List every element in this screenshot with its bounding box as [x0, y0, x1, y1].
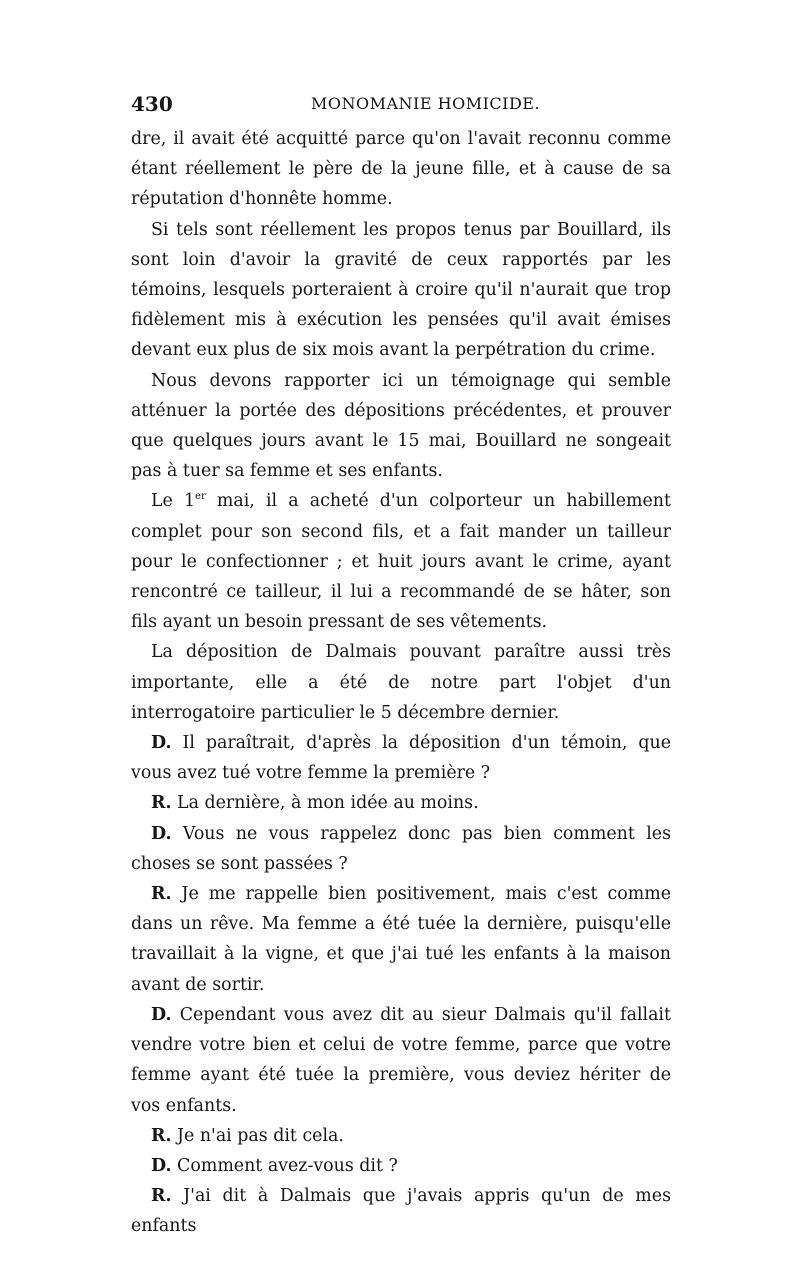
- paragraph-continuation: dre, il avait été acquitté parce qu'on l'avait reconnu comme étant réellement le père de la jeune fille, et à cause de sa réputation d'honnête homme.: [131, 129, 671, 210]
- paragraph-text: mai, il a acheté d'un colporteur un habillement complet pour son second fils, et a fait mander un tailleur pour le confectionner ; et huit jours avant le crime, ayant rencontré ce tailleur, il lui a recommandé de se hâter, son fils ayant un besoin pressant de ses vêtements.: [131, 491, 672, 633]
- book-page: [131, 92, 671, 1242]
- dialog-text: Je me rappelle bien positivement, mais c'est comme dans un rêve. Ma femme a été tuée la dernière, puisqu'elle travaillait à la vigne, et que j'ai tué les enfants à la maison avant de sortir.: [131, 884, 672, 995]
- dialog-text: La dernière, à mon idée au moins.: [177, 793, 479, 814]
- page-number: 430: [131, 92, 173, 116]
- running-title: MONOMANIE HOMICIDE.: [311, 94, 541, 113]
- speaker-label: R.: [151, 793, 172, 814]
- paragraph: Si tels sont réellement les propos tenus par Bouillard, ils sont loin d'avoir la gravité de ceux rapportés par les témoins, lesquels porteraient à croire qu'il n'aurait que trop fidèlement mis à exécution les pensées qu'il avait émises devant eux plus de six mois avant la perpétration du crime.: [131, 219, 671, 361]
- paragraph: Nous devons rapporter ici un témoignage qui semble atténuer la portée des dépositions précédentes, et prouver que quelques jours avant le 15 mai, Bouillard ne songeait pas à tuer sa femme et ses enfants.: [131, 370, 671, 482]
- dialog-text: Il paraîtrait, d'après la déposition d'un témoin, que vous avez tué votre femme la première ?: [131, 733, 671, 784]
- dialog-text: Vous ne vous rappelez donc pas bien comment les choses se sont passées ?: [131, 823, 671, 874]
- speaker-label: R.: [151, 1125, 172, 1146]
- ordinal-superscript: er: [195, 491, 206, 503]
- dialog-text: J'ai dit à Dalmais que j'avais appris qu'un de mes enfants: [131, 1186, 671, 1237]
- speaker-label: D.: [151, 1155, 172, 1176]
- dialog-line: [131, 819, 671, 879]
- dialog-text: Je n'ai pas dit cela.: [177, 1125, 344, 1146]
- page-body: [131, 124, 671, 1242]
- speaker-label: R.: [151, 1186, 172, 1207]
- paragraph: [131, 486, 671, 637]
- dialog-text: Cependant vous avez dit au sieur Dalmais qu'il fallait vendre votre bien et celui de votre femme, parce que votre femme ayant été tuée la première, vous deviez hériter de vos enfants.: [131, 1004, 671, 1116]
- speaker-label: R.: [151, 884, 172, 905]
- dialog-line: [131, 788, 671, 818]
- dialog-line: [131, 1000, 671, 1121]
- dialog-line: [131, 728, 671, 788]
- speaker-label: D.: [151, 733, 172, 754]
- page-header: [131, 92, 671, 122]
- paragraph: La déposition de Dalmais pouvant paraître aussi très importante, elle a été de notre part l'objet d'un interrogatoire particulier le 5 décembre dernier.: [131, 642, 671, 723]
- speaker-label: D.: [151, 823, 172, 844]
- speaker-label: D.: [151, 1004, 172, 1025]
- dialog-line: [131, 1121, 671, 1151]
- dialog-line: [131, 879, 671, 1000]
- paragraph-prefix: Le 1: [151, 491, 196, 512]
- dialog-line: [131, 1181, 671, 1241]
- dialog-line: [131, 1151, 671, 1181]
- dialog-text: Comment avez-vous dit ?: [177, 1155, 398, 1176]
